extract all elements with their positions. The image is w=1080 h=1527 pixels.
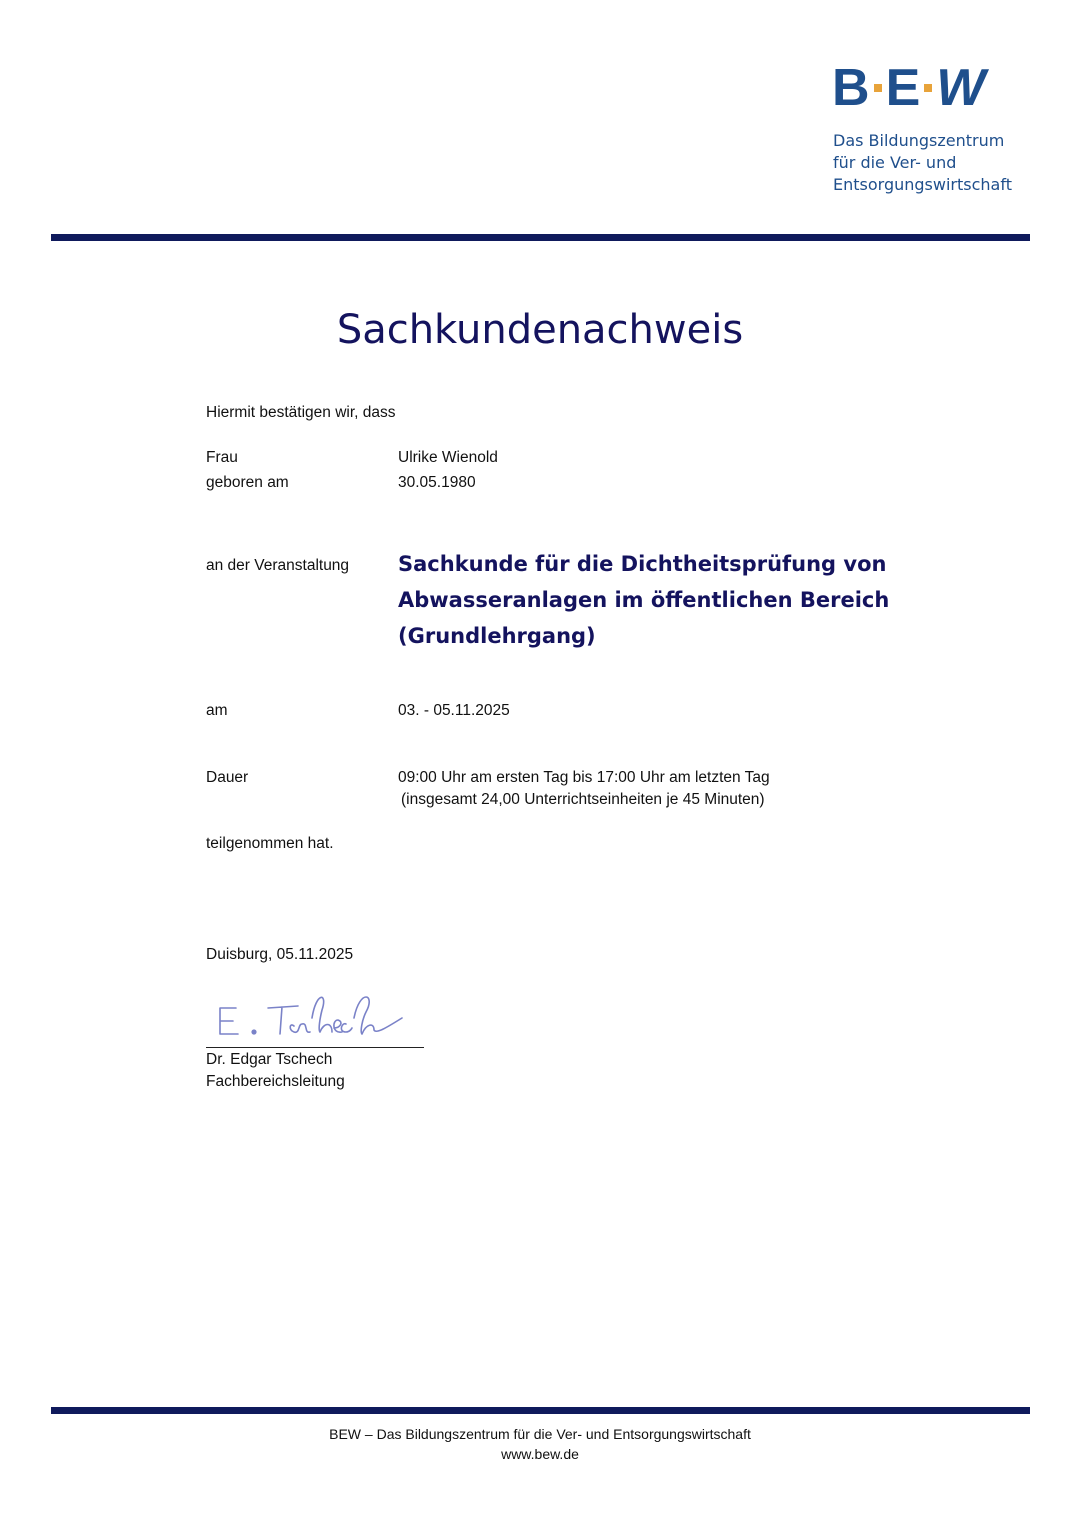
logo-tagline-line: Das Bildungszentrum (833, 131, 1005, 150)
event-title-line: Abwasseranlagen im öffentlichen Bereich (398, 588, 890, 612)
signature-line (206, 1047, 424, 1048)
salutation-label: Frau (206, 449, 238, 466)
birth-date: 30.05.1980 (398, 474, 476, 491)
logo-dot-icon (874, 84, 882, 92)
logo-dot-icon (924, 84, 932, 92)
logo-tagline (833, 130, 1053, 196)
participant-name: Ulrike Wienold (398, 449, 498, 466)
document-title: Sachkundenachweis (336, 307, 744, 353)
handwritten-signature (206, 988, 426, 1048)
duration-label: Dauer (206, 769, 249, 786)
duration-detail: (insgesamt 24,00 Unterrichtseinheiten je 45 Minuten) (401, 791, 765, 808)
date-label: am (206, 702, 228, 719)
event-date: 03. - 05.11.2025 (398, 702, 510, 719)
signatory-name: Dr. Edgar Tschech (206, 1051, 333, 1068)
event-title-line: (Grundlehrgang) (398, 624, 596, 648)
logo-letter-b: B (832, 59, 870, 117)
event-title (398, 546, 898, 654)
logo-letter-e: E (885, 59, 921, 117)
place-date: Duisburg, 05.11.2025 (206, 946, 354, 963)
duration-line: 09:00 Uhr am ersten Tag bis 17:00 Uhr am letzten Tag (398, 769, 770, 786)
birth-label: geboren am (206, 474, 289, 491)
event-label: an der Veranstaltung (206, 557, 350, 574)
footer-divider (51, 1407, 1030, 1414)
event-title-line: Sachkunde für die Dichtheitsprüfung von (398, 552, 887, 576)
signatory-role: Fachbereichsleitung (206, 1073, 345, 1090)
footer-organization: BEW – Das Bildungszentrum für die Ver- und Entsorgungswirtschaft (329, 1426, 751, 1442)
header-divider (51, 234, 1030, 241)
logo-tagline-line: Entsorgungswirtschaft (833, 175, 1012, 194)
logo-tagline-line: für die Ver- und (833, 153, 957, 172)
bew-logo (832, 60, 1032, 116)
closing-text: teilgenommen hat. (206, 835, 334, 852)
logo-letter-w: W (936, 59, 986, 117)
footer-website: www.bew.de (501, 1446, 579, 1462)
intro-text: Hiermit bestätigen wir, dass (206, 404, 396, 421)
